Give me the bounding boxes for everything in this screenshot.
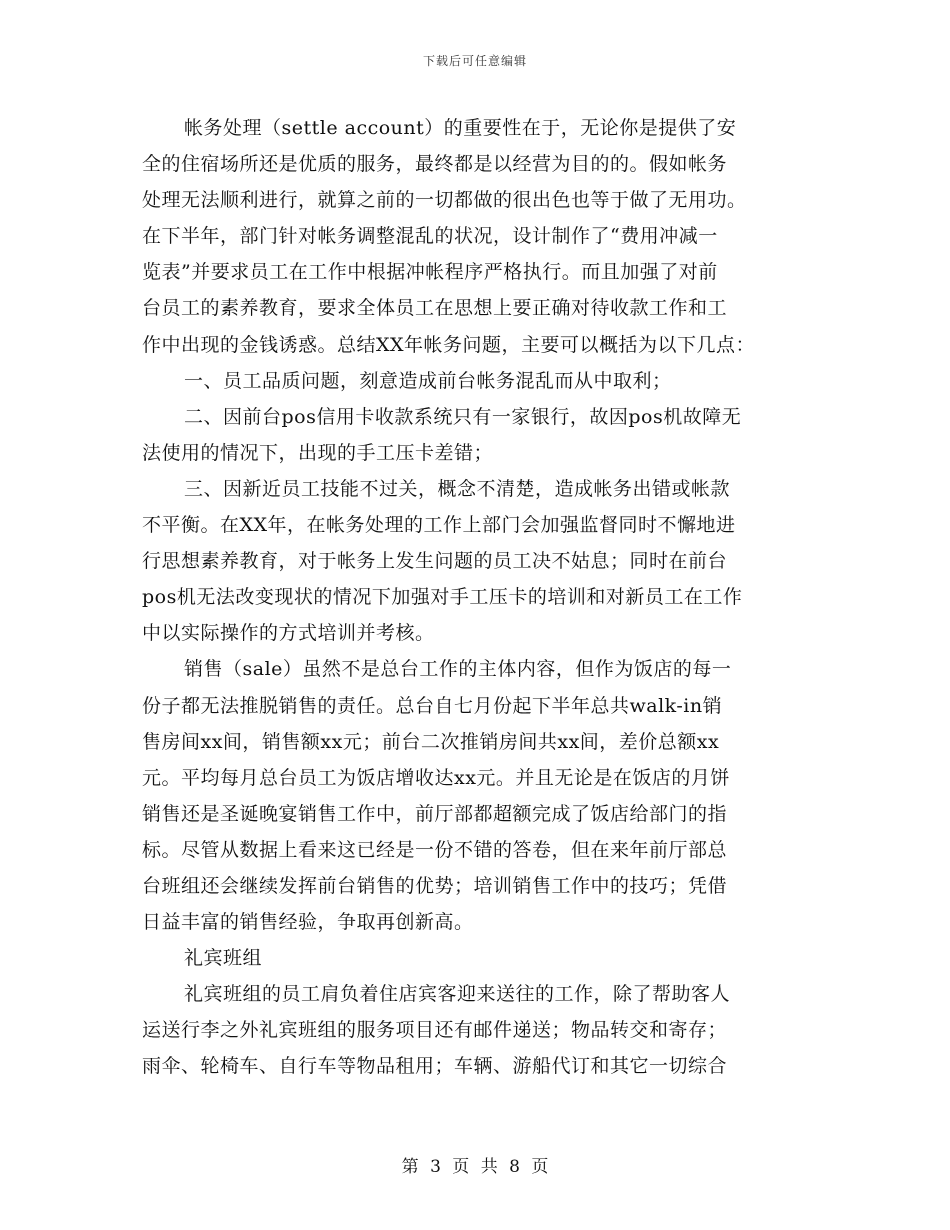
text-line: 处理无法顺利进行，就算之前的一切都做的很出色也等于做了无用功。 (142, 189, 747, 212)
text-line: 标。尽管从数据上看来这已经是一份不错的答卷，但在来年前厅部总 (142, 838, 728, 861)
text-line: 不平衡。在XX年，在帐务处理的工作上部门会加强监督同时不懈地进 (142, 514, 736, 537)
text-line: 运送行李之外礼宾班组的服务项目还有邮件递送；物品转交和寄存； (142, 1019, 728, 1042)
page-number-footer: 第 3 页 共 8 页 (401, 1157, 549, 1177)
text-line: 雨伞、轮椅车、自行车等物品租用；车辆、游船代订和其它一切综合 (142, 1055, 728, 1078)
text-line: 台班组还会继续发挥前台销售的优势；培训销售工作中的技巧；凭借 (142, 874, 728, 897)
text-line: 份子都无法推脱销售的责任。总台自七月份起下半年总共walk-in销 (142, 694, 723, 717)
text-line: 在下半年，部门针对帐务调整混乱的状况，设计制作了“费用冲减一 (142, 225, 718, 248)
text-line: 礼宾班组的员工肩负着住店宾客迎来送往的工作，除了帮助客人 (184, 983, 731, 1006)
text-line: 元。平均每月总台员工为饭店增收达xx元。并且无论是在饭店的月饼 (142, 766, 730, 789)
text-line: 日益丰富的销售经验，争取再创新高。 (142, 911, 474, 934)
text-line: 中以实际操作的方式培训并考核。 (142, 622, 435, 645)
text-line: 二、因前台pos信用卡收款系统只有一家银行，故因pos机故障无 (184, 405, 742, 428)
section-heading: 礼宾班组 (184, 947, 263, 970)
text-line: pos机无法改变现状的情况下加强对手工压卡的培训和对新员工在工作 (142, 586, 743, 609)
text-line: 行思想素养教育，对于帐务上发生问题的员工决不姑息；同时在前台 (142, 550, 728, 573)
text-line: 全的住宿场所还是优质的服务，最终都是以经营为目的的。假如帐务 (142, 153, 728, 176)
text-line: 览表”并要求员工在工作中根据冲帐程序严格执行。而且加强了对前 (142, 261, 718, 284)
text-line: 三、因新近员工技能不过关，概念不清楚，造成帐务出错或帐款 (184, 477, 731, 500)
text-line: 法使用的情况下，出现的手工压卡差错； (142, 441, 494, 464)
document-body (142, 110, 814, 1085)
text-line: 作中出现的金钱诱惑。总结XX年帐务问题，主要可以概括为以下几点： (142, 333, 756, 356)
text-line: 销售还是圣诞晚宴销售工作中，前厅部都超额完成了饭店给部门的指 (142, 802, 728, 825)
page-header-note: 下载后可任意编辑 (422, 54, 527, 68)
text-line: 帐务处理（settle account）的重要性在于，无论你是提供了安 (184, 117, 737, 139)
text-line: 台员工的素养教育，要求全体员工在思想上要正确对待收款工作和工 (142, 297, 728, 320)
text-line: 一、员工品质问题，刻意造成前台帐务混乱而从中取利； (184, 369, 672, 392)
text-line: 售房间xx间，销售额xx元；前台二次推销房间共xx间，差价总额xx (142, 730, 720, 753)
text-line: 销售（sale）虽然不是总台工作的主体内容，但作为饭店的每一 (184, 658, 732, 681)
